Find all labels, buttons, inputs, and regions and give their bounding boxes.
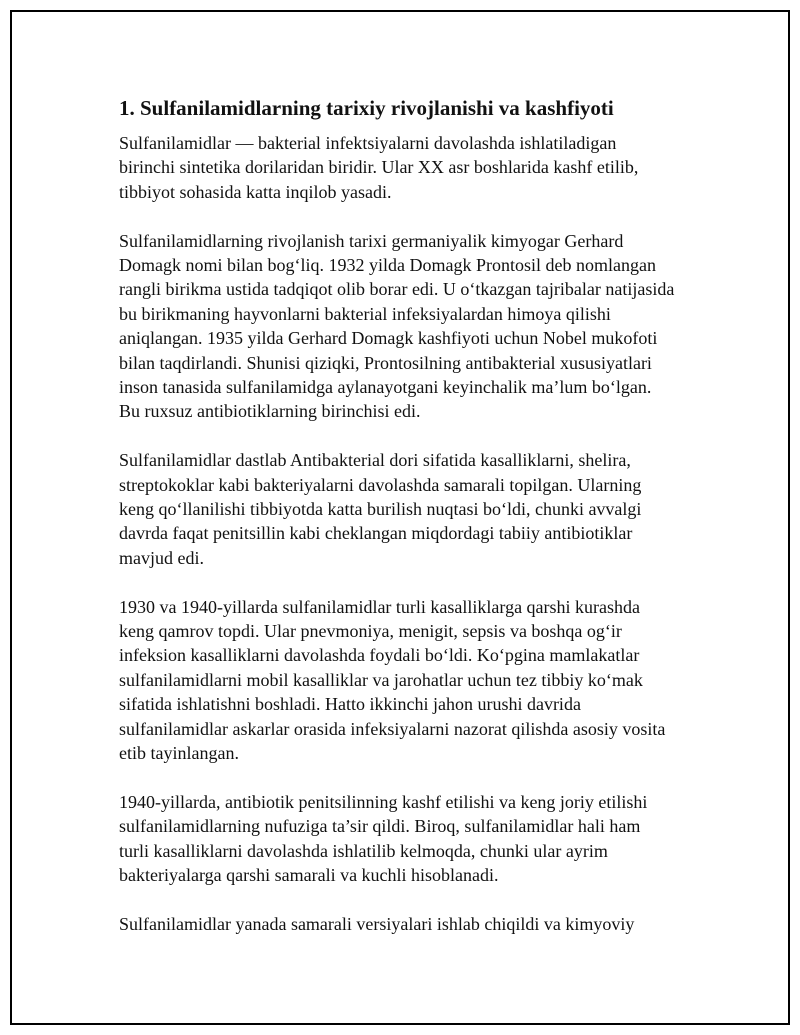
paragraph-line: Sulfanilamidlar yanada samarali versiyalari ishlab chiqildi va kimyoviy <box>119 913 635 934</box>
paragraph-line: bakteriyalarga qarshi samarali va kuchli hisoblanadi. <box>119 865 499 886</box>
paragraph-line: sulfanilamidlarning nufuziga ta’sir qildi. Biroq, sulfanilamidlar hali ham <box>119 816 641 837</box>
paragraph <box>119 595 719 766</box>
paragraph-line: 1940-yillarda, antibiotik penitsilinning kashf etilishi va keng joriy etilishi <box>119 791 648 812</box>
paragraph <box>119 131 719 204</box>
paragraph-line: rangli birikma ustida tadqiqot olib borar edi. U o‘tkazgan tajribalar natijasida <box>119 279 675 300</box>
paragraph-line: mavjud edi. <box>119 547 204 568</box>
paragraph-line: davrda faqat penitsillin kabi cheklangan miqdordagi tabiiy antibiotiklar <box>119 523 633 544</box>
paragraph-line: bilan taqdirlandi. Shunisi qiziqki, Prontosilning antibakterial xususiyatlari <box>119 352 652 373</box>
paragraph-line: keng qamrov topdi. Ular pnevmoniya, menigit, sepsis va boshqa og‘ir <box>119 621 622 642</box>
paragraph-line: Sulfanilamidlarning rivojlanish tarixi germaniyalik kimyogar Gerhard <box>119 230 624 251</box>
paragraph-line: sulfanilamidlarni mobil kasalliklar va jarohatlar uchun tez tibbiy ko‘mak <box>119 669 643 690</box>
paragraph-line: Sulfanilamidlar — bakterial infektsiyalarni davolashda ishlatiladigan <box>119 133 617 153</box>
document-content <box>119 94 719 961</box>
paragraph-line: birinchi sintetika dorilaridan biridir. Ular XX asr boshlarida kashf etilib, <box>119 157 639 178</box>
paragraph-line: turli kasalliklarni davolashda ishlatilib kelmoqda, chunki ular ayrim <box>119 840 608 861</box>
paragraph-line: aniqlangan. 1935 yilda Gerhard Domagk kashfiyoti uchun Nobel mukofoti <box>119 328 658 349</box>
document-page <box>10 10 790 1025</box>
paragraph-line: infeksion kasalliklarni davolashda foydali bo‘ldi. Ko‘pgina mamlakatlar <box>119 645 640 666</box>
paragraph-line: sulfanilamidlar askarlar orasida infeksiyalarni nazorat qilishda asosiy vosita <box>119 718 666 739</box>
paragraph-line: Bu ruxsuz antibiotiklarning birinchisi edi. <box>119 401 421 422</box>
paragraph-line: Sulfanilamidlar dastlab Antibakterial dori sifatida kasalliklarni, shelira, <box>119 450 631 471</box>
paragraph <box>119 229 719 424</box>
paragraph-line: 1930 va 1940-yillarda sulfanilamidlar turli kasalliklarga qarshi kurashda <box>119 596 641 617</box>
section-heading: 1. Sulfanilamidlarning tarixiy rivojlanishi va kashfiyoti <box>119 96 614 120</box>
paragraph-line: Domagk nomi bilan bog‘liq. 1932 yilda Domagk Prontosil deb nomlangan <box>119 255 656 276</box>
paragraph-line: tibbiyot sohasida katta inqilob yasadi. <box>119 181 392 202</box>
paragraph-line: keng qo‘llanilishi tibbiyotda katta burilish nuqtasi bo‘ldi, chunki avvalgi <box>119 499 642 520</box>
paragraph-line: bu birikmaning hayvonlarni bakterial infeksiyalardan himoya qilishi <box>119 303 611 324</box>
paragraph <box>119 912 719 936</box>
paragraph <box>119 790 719 888</box>
paragraph-line: streptokoklar kabi bakteriyalarni davolashda samarali topilgan. Ularning <box>119 474 642 495</box>
paragraph-line: sifatida ishlatishni boshladi. Hatto ikkinchi jahon urushi davrida <box>119 694 581 715</box>
paragraphs-container <box>119 131 719 936</box>
paragraph-line: etib tayinlangan. <box>119 743 239 764</box>
paragraph-line: inson tanasida sulfanilamidga aylanayotgani keyinchalik ma’lum bo‘lgan. <box>119 377 652 398</box>
paragraph <box>119 448 719 570</box>
